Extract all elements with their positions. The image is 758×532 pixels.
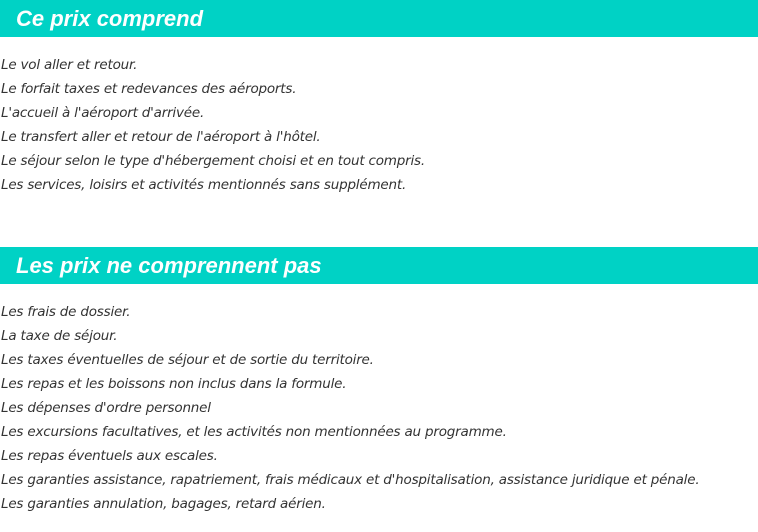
- included-item: Les services, loisirs et activités mentionnés sans supplément.: [1, 177, 407, 193]
- excluded-item: Les repas éventuels aux escales.: [1, 448, 218, 464]
- included-item: Le forfait taxes et redevances des aéroports.: [1, 81, 297, 97]
- included-item: Le vol aller et retour.: [1, 57, 138, 73]
- included-item: Le séjour selon le type d'hébergement choisi et en tout compris.: [1, 153, 425, 169]
- excluded-item: Les dépenses d'ordre personnel: [1, 400, 211, 416]
- excluded-item: La taxe de séjour.: [1, 328, 118, 344]
- excluded-section-title: Les prix ne comprennent pas: [0, 247, 758, 284]
- excluded-item: Les excursions facultatives, et les activités non mentionnées au programme.: [1, 424, 507, 440]
- included-list: [1, 53, 425, 197]
- excluded-item: Les garanties annulation, bagages, retard aérien.: [1, 496, 326, 512]
- included-item: Le transfert aller et retour de l'aéroport à l'hôtel.: [1, 129, 321, 145]
- included-item: L'accueil à l'aéroport d'arrivée.: [1, 105, 205, 121]
- excluded-item: Les repas et les boissons non inclus dans la formule.: [1, 376, 347, 392]
- excluded-item: Les frais de dossier.: [1, 304, 131, 320]
- excluded-item: Les garanties assistance, rapatriement, frais médicaux et d'hospitalisation, assistance juridique et pénale.: [1, 472, 700, 488]
- included-section-title: Ce prix comprend: [0, 0, 758, 37]
- excluded-list: [1, 300, 699, 516]
- excluded-item: Les taxes éventuelles de séjour et de sortie du territoire.: [1, 352, 374, 368]
